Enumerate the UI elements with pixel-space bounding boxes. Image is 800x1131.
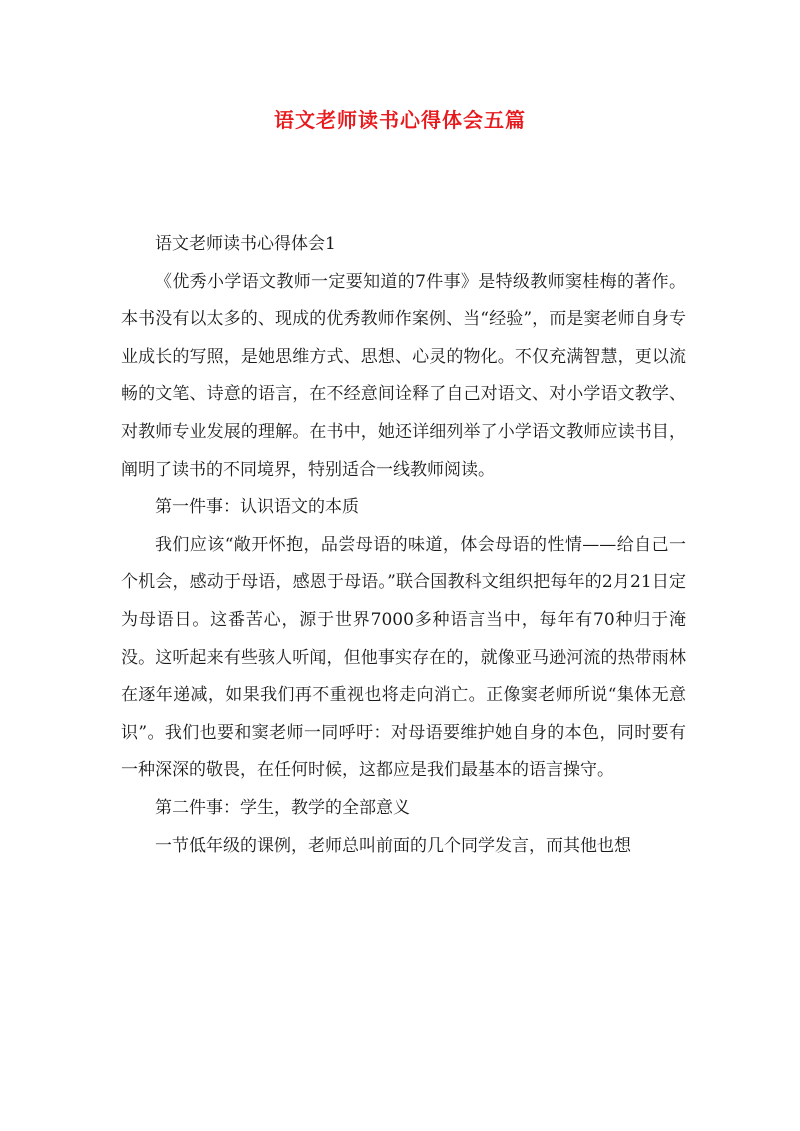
section-heading: 第一件事：认识语文的本质 xyxy=(155,497,359,518)
document-body xyxy=(121,226,686,865)
section-heading: 语文老师读书心得体会1 xyxy=(155,234,336,254)
body-paragraph: 《优秀小学语文教师一定要知道的7件事》是特级教师窦桂梅的著作。本书没有以太多的、现成的优秀教师作案例、当“经验”，而是窦老师自身专业成长的写照，是她思维方式、思想、心灵的物化。不仅充满智慧，更以流畅的文笔、诗意的语言，在不经意间诠释了自己对语文、对小学语文教学、对教师专业发展的理解。在书中，她还详细列举了小学语文教师应读书目，阐明了读书的不同境界，特别适合一线教师阅读。 xyxy=(121,271,686,480)
document-title: 语文老师读书心得体会五篇 xyxy=(274,108,526,132)
body-paragraph: 一节低年级的课例，老师总叫前面的几个同学发言，而其他也想 xyxy=(155,835,631,856)
body-paragraph: 我们应该“敞开怀抱，品尝母语的味道，体会母语的性情——给自己一个机会，感动于母语，感恩于母语。”联合国教科文组织把每年的2月21日定为母语日。这番苦心，源于世界7000多种语言当中，每年有70种归于淹没。这听起来有些骇人听闻，但他事实存在的，就像亚马逊河流的热带雨林在逐年递减，如果我们再不重视也将走向消亡。正像窦老师所说“集体无意识”。我们也要和窦老师一同呼吁：对母语要维护她自身的本色，同时要有一种深深的敬畏，在任何时候，这都应是我们最基本的语言操守。 xyxy=(121,534,686,781)
section-heading: 第二件事：学生，教学的全部意义 xyxy=(155,797,410,818)
